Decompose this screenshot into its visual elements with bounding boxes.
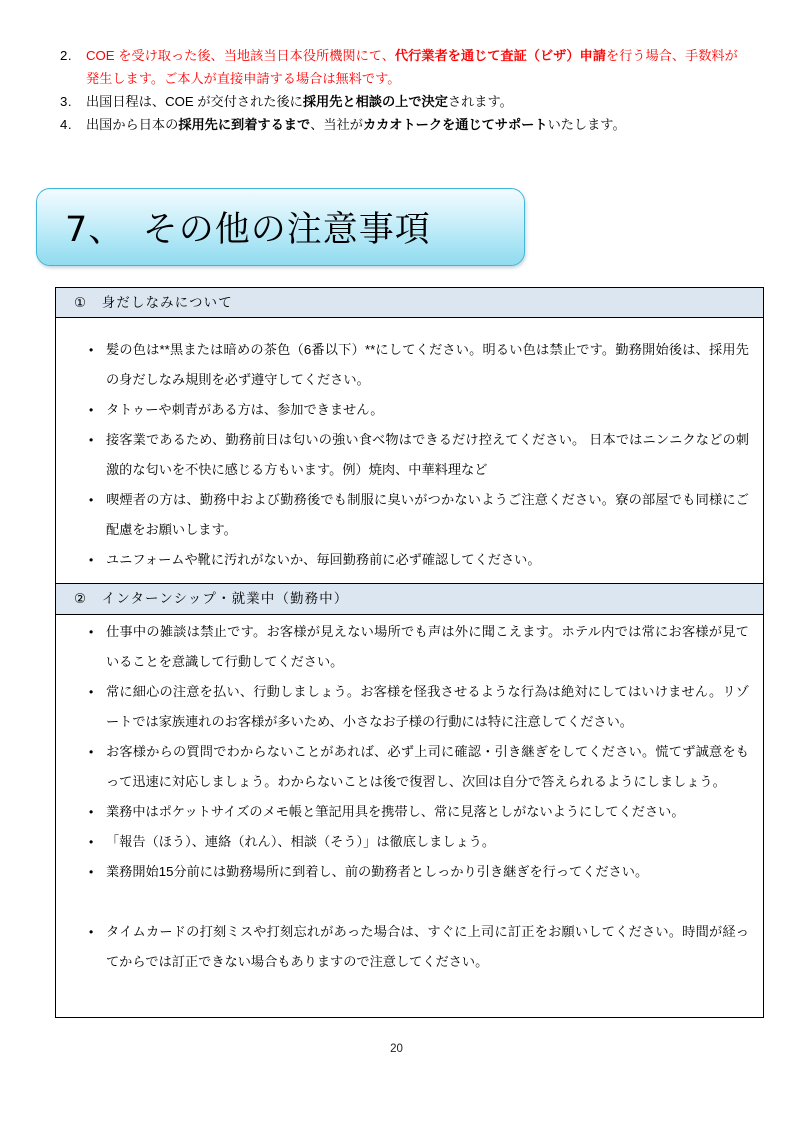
section-title-text: 7、 その他の注意事項 [65, 210, 431, 250]
text-run: 代行業者を通じて査証（ビザ）申請 [394, 48, 606, 63]
content-box [55, 287, 764, 1018]
text-run: 出国から日本の [86, 117, 179, 132]
list-item-text: タイムカードの打刻ミスや打刻忘れがあった場合は、すぐに上司に訂正をお願いしてください。時間が経ってからでは訂正できない場合もありますので注意してください。 [106, 923, 749, 969]
list-item [56, 677, 763, 737]
bullet-icon: • [89, 924, 94, 939]
blank-line [56, 887, 763, 917]
numbered-list-item [60, 113, 750, 136]
list-item-text [86, 44, 750, 90]
bullet-icon: • [89, 834, 94, 849]
list-item-text: タトゥーや刺青がある方は、参加できません。 [106, 402, 384, 418]
text-run: されます。 [447, 94, 513, 109]
bullet-icon: • [89, 403, 94, 418]
list-marker: 2. [60, 48, 72, 63]
list-item-text: 業務中はポケットサイズのメモ帳と筆記用具を携帯し、常に見落としがないようにしてください。 [106, 803, 685, 819]
bullet-list-2 [56, 615, 763, 981]
page-number: 20 [390, 1043, 403, 1055]
list-item-text [86, 90, 750, 113]
list-item [56, 797, 763, 827]
list-item-text: 常に細心の注意を払い、行動しましょう。お客様を怪我させるような行為は絶対にしてはいけません。リゾートでは家族連れのお客様が多いため、小さなお子様の行動には特に注意してください。 [106, 683, 749, 729]
text-run: を行う場合、手数料が発生します。ご本人が直接申請する場合は無料です。 [86, 48, 738, 86]
list-item [56, 485, 763, 545]
list-item-text: ユニフォームや靴に汚れがないか、毎回勤務前に必ず確認してください。 [106, 552, 541, 568]
text-run: COE を受け取った後、当地該当日本役所機関にて、 [86, 48, 395, 63]
list-item [56, 917, 763, 977]
bullet-icon: • [89, 553, 94, 568]
bullet-icon: • [89, 744, 94, 759]
bullet-icon: • [89, 433, 94, 448]
text-run: 、当社が [310, 117, 363, 132]
list-item [56, 425, 763, 485]
section-title-banner [36, 188, 525, 266]
bullet-icon: • [89, 493, 94, 508]
list-item [56, 737, 763, 797]
bullet-icon: • [89, 343, 94, 358]
list-item-text [86, 113, 750, 136]
numbered-list-item [60, 44, 750, 90]
list-item-text: 髪の色は**黒または暗めの茶色（6番以下）**にしてください。明るい色は禁止です。勤務開始後は、採用先の身だしなみ規則を必ず遵守してください。 [106, 342, 749, 388]
list-item [56, 617, 763, 677]
list-item [56, 827, 763, 857]
section-header-2: ② インターンシップ・就業中（勤務中） [56, 583, 763, 614]
bullet-icon: • [89, 864, 94, 879]
list-item-text: 接客業であるため、勤務前日は匂いの強い食べ物はできるだけ控えてください。 日本ではニンニクなどの刺激的な匂いを不快に感じる方もいます。例）焼肉、中華料理など [106, 432, 749, 478]
text-run: 採用先に到着するまで [178, 117, 311, 132]
bullet-list-1 [56, 318, 763, 583]
bullet-icon: • [89, 804, 94, 819]
list-item [56, 395, 763, 425]
list-item [56, 545, 763, 575]
list-item [56, 857, 763, 887]
list-item-text: 業務開始15分前には勤務場所に到着し、前の勤務者としっかり引き継ぎを行ってください。 [106, 863, 649, 879]
text-run: 出国日程は、COE が交付された後に [86, 94, 303, 109]
list-item-text: お客様からの質問でわからないことがあれば、必ず上司に確認・引き継ぎをしてください。慌てず誠意をもって迅速に対応しましょう。わからないことは後で復習し、次回は自分で答えられるようにしましょう。 [106, 743, 749, 789]
list-marker: 3. [60, 94, 72, 109]
list-item-text: 喫煙者の方は、勤務中および勤務後でも制服に臭いがつかないようご注意ください。寮の部屋でも同様にご配慮をお願いします。 [106, 492, 749, 538]
list-item-text: 仕事中の雑談は禁止です。お客様が見えない場所でも声は外に聞こえます。ホテル内では常にお客様が見ていることを意識して行動してください。 [106, 623, 749, 669]
text-run: カカオトークを通じてサポート [362, 117, 548, 132]
numbered-list [60, 44, 750, 136]
text-run: 採用先と相談の上で決定 [302, 94, 448, 109]
list-item-text: 「報告（ほう）、連絡（れん）、相談（そう）」は徹底しましょう。 [106, 833, 496, 849]
text-run: いたします。 [547, 117, 626, 132]
section-header-1: ① 身だしなみについて [56, 288, 763, 318]
bullet-icon: • [89, 624, 94, 639]
bullet-icon: • [89, 684, 94, 699]
numbered-list-item [60, 90, 750, 113]
list-marker: 4. [60, 117, 72, 132]
list-item [56, 335, 763, 395]
